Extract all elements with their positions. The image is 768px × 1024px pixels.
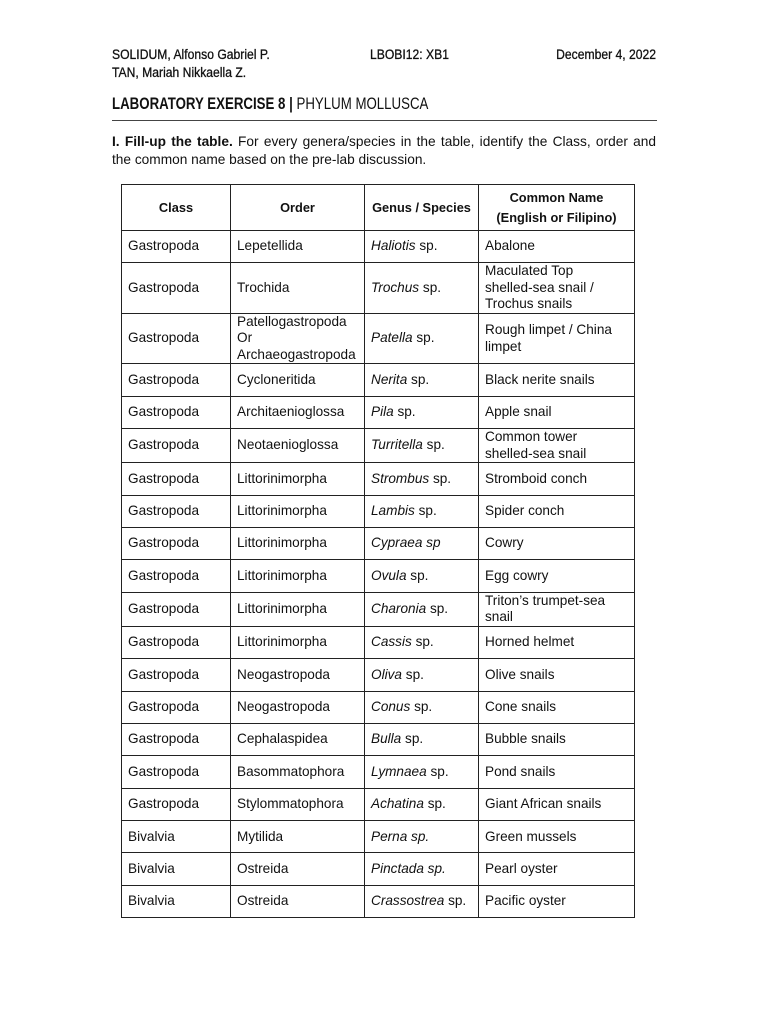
table-row [122, 231, 635, 263]
genus-name: Nerita [371, 371, 408, 387]
cell-genus-species [365, 691, 479, 723]
cell-class: Gastropoda [122, 313, 231, 364]
cell-genus-species [365, 463, 479, 495]
genus-name: Cypraea sp [371, 535, 441, 551]
genus-name: Strombus [371, 470, 430, 486]
title-divider [112, 120, 657, 121]
species-suffix: sp. [415, 634, 434, 650]
species-suffix: sp. [411, 371, 430, 387]
cell-class: Gastropoda [122, 592, 231, 626]
cell-common-name: Pond snails [479, 756, 635, 788]
genus-name: Charonia [371, 600, 427, 616]
cell-genus-species [365, 313, 479, 364]
column-header-order: Order [231, 185, 365, 231]
species-suffix: sp. [427, 796, 446, 812]
instructions-paragraph [112, 133, 656, 169]
cell-common-name: Green mussels [479, 821, 635, 853]
cell-genus-species [365, 495, 479, 527]
cell-common-name: Giant African snails [479, 788, 635, 820]
species-suffix: sp. [448, 893, 467, 909]
cell-common-name: Black nerite snails [479, 364, 635, 396]
cell-order: Littorinimorpha [231, 626, 365, 658]
cell-common-name: Pearl oyster [479, 853, 635, 885]
table-row [122, 821, 635, 853]
cell-class: Gastropoda [122, 495, 231, 527]
cell-genus-species [365, 231, 479, 263]
exercise-title-number: LABORATORY EXERCISE 8 | [112, 94, 293, 113]
cell-order: Neotaenioglossa [231, 429, 365, 463]
species-suffix: sp. [429, 600, 449, 616]
table-header-row [122, 185, 635, 231]
author-name: SOLIDUM, Alfonso Gabriel P. [112, 47, 270, 62]
cell-class: Gastropoda [122, 231, 231, 263]
table-row [122, 626, 635, 658]
cell-order: Neogastropoda [231, 659, 365, 691]
table-row [122, 788, 635, 820]
species-suffix: sp. [397, 404, 416, 420]
species-table [121, 184, 635, 918]
table-row [122, 756, 635, 788]
cell-genus-species [365, 885, 479, 917]
author-name: TAN, Mariah Nikkaella Z. [112, 65, 247, 80]
species-suffix: sp. [405, 731, 424, 747]
column-header-common-name: Common Name (English or Filipino) [479, 185, 635, 231]
cell-genus-species [365, 527, 479, 559]
cell-class: Gastropoda [122, 691, 231, 723]
exercise-title-topic: PHYLUM MOLLUSCA [296, 94, 429, 113]
cell-genus-species [365, 659, 479, 691]
cell-class: Gastropoda [122, 396, 231, 428]
table-row [122, 263, 635, 314]
species-suffix: sp. [416, 330, 435, 346]
cell-genus-species [365, 626, 479, 658]
cell-class: Bivalvia [122, 885, 231, 917]
cell-common-name: Common tower shelled-sea snail [479, 429, 635, 463]
cell-common-name: Maculated Top shelled-sea snail / Trochus snails [479, 263, 635, 314]
cell-genus-species [365, 723, 479, 755]
cell-order: Stylommatophora [231, 788, 365, 820]
genus-name: Crassostrea [371, 893, 445, 909]
genus-name: Bulla [371, 731, 402, 747]
cell-order: Neogastropoda [231, 691, 365, 723]
cell-common-name: Cone snails [479, 691, 635, 723]
cell-order: Cycloneritida [231, 364, 365, 396]
table-row [122, 463, 635, 495]
genus-name: Lymnaea [371, 763, 427, 779]
cell-genus-species [365, 429, 479, 463]
genus-name: Turritella [371, 437, 423, 453]
course-code: LBOBI12: XB1 [370, 47, 450, 62]
table-row [122, 560, 635, 592]
species-suffix: sp. [432, 470, 452, 486]
cell-common-name: Egg cowry [479, 560, 635, 592]
cell-class: Gastropoda [122, 788, 231, 820]
cell-order: Littorinimorpha [231, 560, 365, 592]
table-row [122, 691, 635, 723]
cell-order: Basommatophora [231, 756, 365, 788]
table-row [122, 364, 635, 396]
cell-class: Gastropoda [122, 429, 231, 463]
cell-order: Littorinimorpha [231, 463, 365, 495]
cell-order: Trochida [231, 263, 365, 314]
column-header-class: Class [122, 185, 231, 231]
cell-common-name: Olive snails [479, 659, 635, 691]
cell-class: Gastropoda [122, 560, 231, 592]
cell-common-name: Bubble snails [479, 723, 635, 755]
table-row [122, 723, 635, 755]
cell-class: Gastropoda [122, 756, 231, 788]
species-suffix: sp. [430, 763, 449, 779]
table-row [122, 313, 635, 364]
cell-common-name: Abalone [479, 231, 635, 263]
table-row [122, 495, 635, 527]
cell-genus-species [365, 364, 479, 396]
table-row [122, 396, 635, 428]
table-row [122, 885, 635, 917]
genus-name: Perna sp. [371, 828, 430, 844]
species-suffix: sp. [414, 698, 433, 714]
cell-genus-species [365, 788, 479, 820]
cell-genus-species [365, 560, 479, 592]
instructions-lead: I. Fill-up the table. [112, 134, 233, 149]
cell-order: Littorinimorpha [231, 592, 365, 626]
cell-class: Bivalvia [122, 853, 231, 885]
cell-common-name: Pacific oyster [479, 885, 635, 917]
genus-name: Pinctada sp. [371, 860, 446, 876]
cell-common-name: Rough limpet / China limpet [479, 313, 635, 364]
cell-order: Lepetellida [231, 231, 365, 263]
table-row [122, 527, 635, 559]
genus-name: Achatina [371, 796, 424, 812]
cell-genus-species [365, 756, 479, 788]
cell-common-name: Cowry [479, 527, 635, 559]
table-row [122, 659, 635, 691]
cell-genus-species [365, 592, 479, 626]
table-row [122, 592, 635, 626]
cell-genus-species [365, 853, 479, 885]
table-row [122, 853, 635, 885]
species-suffix: sp. [419, 238, 438, 254]
table-row [122, 429, 635, 463]
cell-order: Architaenioglossa [231, 396, 365, 428]
genus-name: Pila [371, 404, 394, 420]
genus-name: Cassis [371, 634, 412, 650]
genus-name: Patella [371, 330, 413, 346]
genus-name: Oliva [371, 666, 402, 682]
species-suffix: sp. [422, 279, 442, 295]
species-suffix: sp. [405, 666, 424, 682]
genus-name: Haliotis [371, 238, 416, 254]
column-header-genus-species: Genus / Species [365, 185, 479, 231]
species-suffix: sp. [410, 567, 429, 583]
cell-class: Gastropoda [122, 263, 231, 314]
instructions-text: For every genera/species in the table, identify the Class, order and the common name based on the pre-lab discussion. [112, 134, 656, 167]
cell-genus-species [365, 396, 479, 428]
cell-order: Patellogastropoda Or Archaeogastropoda [231, 313, 365, 364]
cell-class: Bivalvia [122, 821, 231, 853]
cell-class: Gastropoda [122, 463, 231, 495]
cell-class: Gastropoda [122, 626, 231, 658]
genus-name: Trochus [371, 279, 420, 295]
species-suffix: sp. [418, 503, 437, 518]
cell-common-name: Horned helmet [479, 626, 635, 658]
cell-order: Ostreida [231, 885, 365, 917]
cell-genus-species [365, 821, 479, 853]
cell-common-name: Apple snail [479, 396, 635, 428]
cell-order: Littorinimorpha [231, 527, 365, 559]
cell-order: Ostreida [231, 853, 365, 885]
cell-class: Gastropoda [122, 723, 231, 755]
exercise-title [112, 94, 428, 114]
cell-order: Littorinimorpha [231, 495, 365, 527]
cell-class: Gastropoda [122, 527, 231, 559]
cell-common-name: Spider conch [479, 495, 635, 527]
cell-common-name: Stromboid conch [479, 463, 635, 495]
species-suffix: sp. [426, 437, 445, 453]
cell-common-name: Triton’s trumpet-sea snail [479, 592, 635, 626]
cell-class: Gastropoda [122, 659, 231, 691]
cell-genus-species [365, 263, 479, 314]
cell-class: Gastropoda [122, 364, 231, 396]
genus-name: Conus [371, 698, 411, 714]
genus-name: Ovula [371, 567, 407, 583]
cell-order: Mytilida [231, 821, 365, 853]
genus-name: Lambis [371, 503, 415, 518]
report-date: December 4, 2022 [556, 47, 656, 62]
cell-order: Cephalaspidea [231, 723, 365, 755]
